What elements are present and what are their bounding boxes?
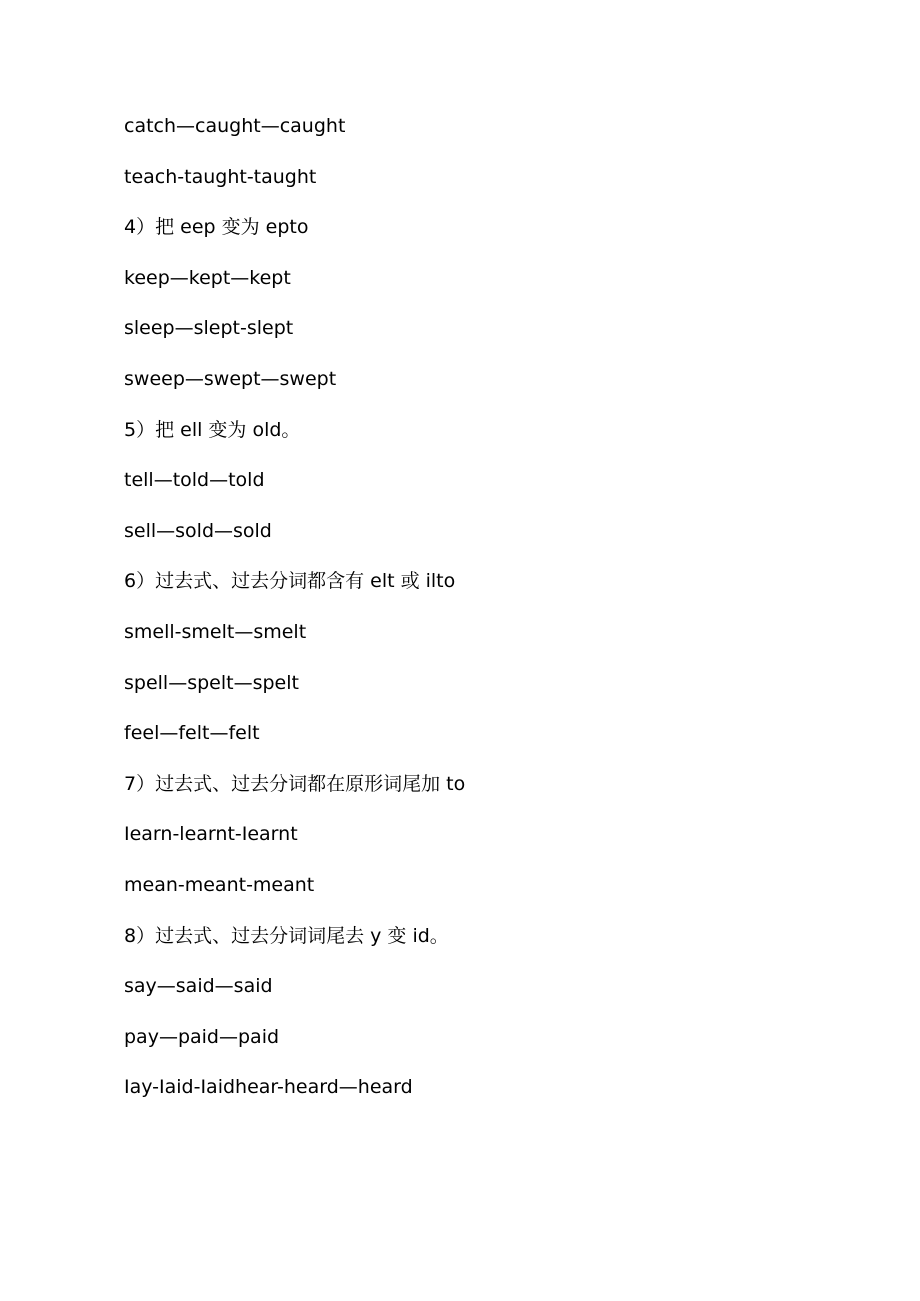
text-line: sleep—slept-slept xyxy=(124,317,294,340)
document-body xyxy=(124,113,864,1125)
text-line: keep—kept—kept xyxy=(124,266,291,289)
rule-heading: 5）把 ell 变为 old。 xyxy=(124,418,301,441)
text-line: sell—sold—sold xyxy=(124,519,272,542)
text-line: mean-meant-meant xyxy=(124,873,315,896)
text-line: say—said—said xyxy=(124,975,273,998)
text-line: feel—felt—felt xyxy=(124,722,260,745)
text-line: catch—caught—caught xyxy=(124,115,346,137)
text-line: teach-taught-taught xyxy=(124,165,317,188)
rule-heading: 7）过去式、过去分词都在原形词尾加 to xyxy=(124,772,466,795)
text-line: pay—paid—paid xyxy=(124,1025,280,1048)
text-line: tell—told—told xyxy=(124,469,265,492)
text-line: smell-smelt—smelt xyxy=(124,620,307,643)
rule-heading: 4）把 eep 变为 epto xyxy=(124,216,309,239)
text-line: Iay-Iaid-Iaidhear-heard—heard xyxy=(124,1076,413,1099)
rule-heading: 6）过去式、过去分词都含有 elt 或 ilto xyxy=(124,570,456,593)
rule-heading: 8）过去式、过去分词词尾去 y 变 id。 xyxy=(124,924,449,947)
text-line: spell—spelt—spelt xyxy=(124,671,299,694)
text-line: Iearn-learnt-Iearnt xyxy=(124,823,298,846)
text-line: sweep—swept—swept xyxy=(124,367,337,390)
